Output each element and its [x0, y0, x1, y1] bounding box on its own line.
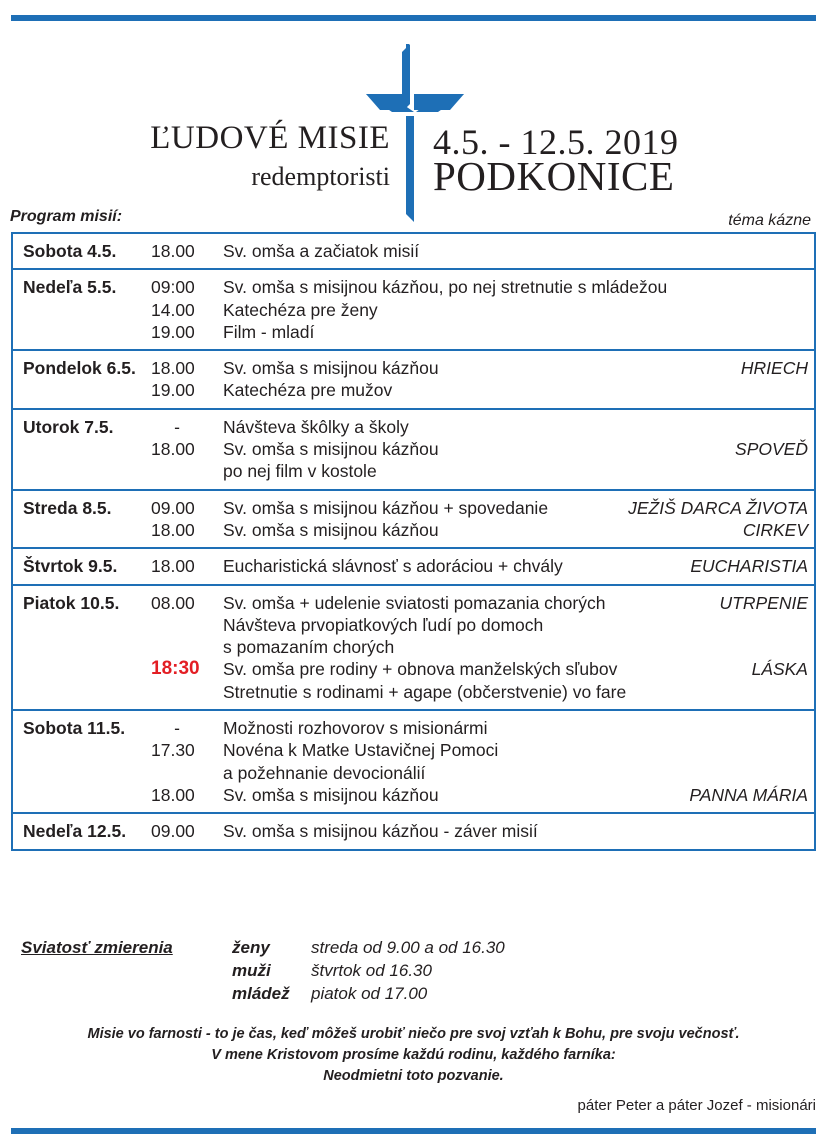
event-time: - [174, 718, 180, 739]
event-text: a požehnanie devocionálií [223, 762, 426, 783]
schedule-row [13, 276, 814, 298]
sermon-theme: SPOVEĎ [735, 439, 808, 460]
event-text: Sv. omša s misijnou kázňou [223, 439, 439, 460]
schedule-row [13, 321, 814, 343]
event-time: 08.00 [151, 592, 195, 613]
sermon-theme: LÁSKA [751, 659, 808, 680]
closing-line: V mene Kristovom prosíme každú rodinu, každého farníka: [211, 1047, 616, 1063]
bottom-rule [11, 1128, 816, 1134]
schedule-row [13, 762, 814, 784]
program-label: Program misií: [10, 208, 123, 225]
event-text: Možnosti rozhovorov s misionármi [223, 718, 488, 739]
event-time: 19.00 [151, 321, 195, 342]
confession-group: muži [232, 961, 271, 980]
event-time: 17.30 [151, 740, 195, 761]
event-text: Eucharistická slávnosť s adoráciou + chvály [223, 556, 563, 577]
sermon-theme: HRIECH [740, 358, 808, 379]
event-time: 14.00 [151, 299, 195, 320]
day-name: Nedeľa 12.5. [23, 821, 127, 842]
event-text: Sv. omša s misijnou kázňou - záver misií [223, 821, 538, 842]
event-text: Sv. omša s misijnou kázňou, po nej stretnutie s mládežou [223, 277, 668, 298]
day-name: Štvrtok 9.5. [23, 556, 118, 577]
event-time: 09.00 [151, 821, 195, 842]
event-time: 19.00 [151, 380, 195, 401]
closing-line: Misie vo farnosti - to je čas, keď môžeš urobiť niečo pre svoj vzťah k Bohu, pre svoju večnosť. [87, 1026, 740, 1042]
schedule-row [13, 497, 814, 519]
event-time: 18.00 [151, 519, 195, 540]
sermon-theme: EUCHARISTIA [690, 556, 808, 577]
event-time: 09.00 [151, 497, 195, 518]
schedule-row [13, 240, 814, 262]
event-text: Stretnutie s rodinami + agape (občerstvenie) vo fare [223, 681, 627, 702]
day-block [13, 489, 814, 548]
confession-time: štvrtok od 16.30 [311, 961, 432, 980]
day-block [13, 234, 814, 268]
top-rule [11, 15, 816, 21]
event-text: po nej film v kostole [223, 461, 377, 482]
event-time: 18.00 [151, 784, 195, 805]
sermon-theme: UTRPENIE [719, 592, 808, 613]
day-block [13, 584, 814, 709]
header-subtitle: redemptoristi [251, 162, 390, 191]
schedule-row [13, 299, 814, 321]
event-text: s pomazaním chorých [223, 637, 395, 658]
event-time: 18.00 [151, 556, 195, 577]
event-time: 18.00 [151, 439, 195, 460]
schedule-row [13, 739, 814, 761]
schedule-row [13, 614, 814, 636]
event-text: Sv. omša pre rodiny + obnova manželských sľubov [223, 659, 618, 680]
schedule-row [13, 658, 814, 680]
schedule-row [13, 460, 814, 482]
event-text: Sv. omša s misijnou kázňou [223, 784, 439, 805]
event-time: - [174, 416, 180, 437]
sermon-theme: PANNA MÁRIA [689, 784, 808, 805]
confession-title: Sviatosť zmierenia [21, 938, 173, 957]
sermon-theme: CIRKEV [742, 519, 808, 540]
confession-time: streda od 9.00 a od 16.30 [311, 938, 505, 957]
event-text: Sv. omša s misijnou kázňou [223, 358, 439, 379]
event-text: Katechéza pre mužov [223, 380, 393, 401]
schedule-row [13, 379, 814, 401]
schedule-row [13, 357, 814, 379]
event-text: Sv. omša a začiatok misií [223, 241, 420, 261]
schedule-row [13, 681, 814, 703]
event-text: Katechéza pre ženy [223, 299, 378, 320]
header-place: PODKONICE [433, 153, 675, 199]
confession-group: mládež [232, 984, 290, 1003]
day-name: Piatok 10.5. [23, 592, 120, 613]
day-block [13, 349, 814, 408]
schedule-row [13, 438, 814, 460]
confession-time: piatok od 17.00 [311, 984, 428, 1003]
header-dates: 4.5. - 12.5. 2019 [433, 122, 679, 162]
day-name: Streda 8.5. [23, 497, 112, 518]
day-block [13, 408, 814, 489]
day-block [13, 268, 814, 349]
event-time: 09:00 [151, 277, 195, 298]
day-block [13, 709, 814, 812]
event-text: Návšteva škôlky a školy [223, 416, 409, 437]
event-text: Film - mladí [223, 321, 315, 342]
day-block [13, 547, 814, 583]
day-name: Sobota 4.5. [23, 241, 117, 261]
day-name: Pondelok 6.5. [23, 358, 136, 379]
event-time-highlight: 18:30 [151, 658, 200, 680]
signature: páter Peter a páter Jozef - misionári [577, 1097, 816, 1114]
event-text: Návšteva prvopiatkových ľudí po domoch [223, 614, 544, 635]
sermon-theme: JEŽIŠ DARCA ŽIVOTA [628, 497, 808, 518]
event-time: 18.00 [151, 358, 195, 379]
closing-line: Neodmietni toto pozvanie. [323, 1068, 504, 1084]
schedule-row [13, 636, 814, 658]
schedule-row [13, 555, 814, 577]
event-text: Novéna k Matke Ustavičnej Pomoci [223, 740, 499, 761]
event-text: Sv. omša + udelenie sviatosti pomazania chorých [223, 592, 606, 613]
event-text: Sv. omša s misijnou kázňou [223, 519, 439, 540]
schedule-row [13, 784, 814, 806]
event-text: Sv. omša s misijnou kázňou + spovedanie [223, 497, 549, 518]
theme-label: téma kázne [728, 212, 811, 229]
day-block [13, 812, 814, 848]
schedule-table [11, 232, 816, 851]
day-name: Nedeľa 5.5. [23, 277, 117, 298]
schedule-row [13, 416, 814, 438]
day-name: Utorok 7.5. [23, 416, 114, 437]
header-title: ĽUDOVÉ MISIE [150, 120, 390, 156]
confession-group: ženy [232, 938, 270, 957]
schedule-row [13, 592, 814, 614]
schedule-row [13, 519, 814, 541]
schedule-row [13, 820, 814, 842]
schedule-row [13, 717, 814, 739]
event-time: 18.00 [151, 241, 195, 261]
day-name: Sobota 11.5. [23, 718, 126, 739]
